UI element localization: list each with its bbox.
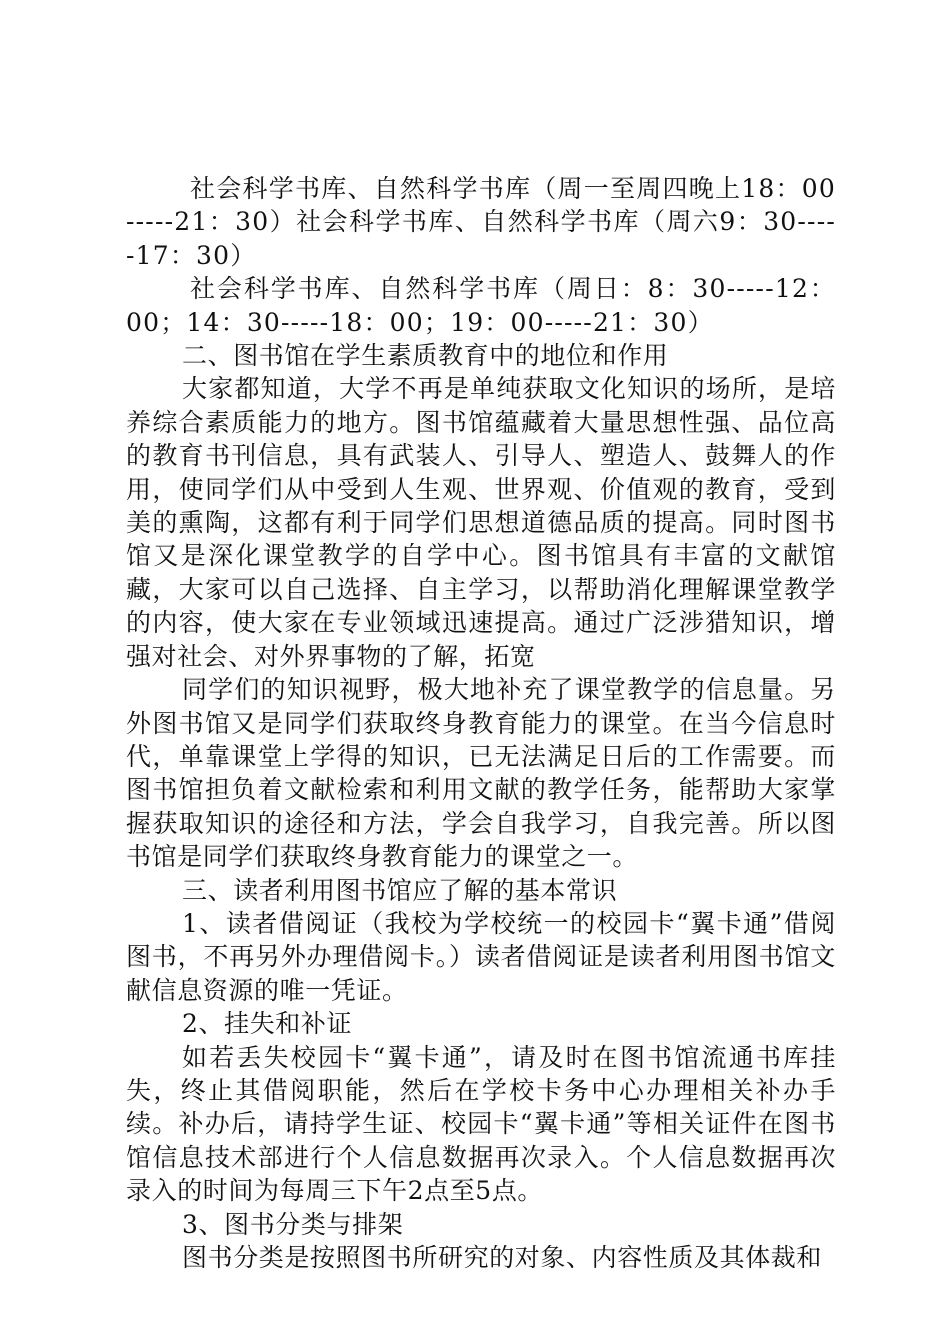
body-paragraph-report-loss: 如若丢失校园卡“翼卡通”，请及时在图书馆流通书库挂失，终止其借阅职能，然后在学校卡务中心办理相关补办手续。补办后，请持学生证、校园卡“翼卡通”等相关证件在图书馆信息技术部进行个人信息数据再次录入。个人信息数据再次录入的时间为每周三下午2点至5点。 <box>126 1042 836 1206</box>
body-paragraph-role: 大家都知道，大学不再是单纯获取文化知识的场所，是培养综合素质能力的地方。图书馆蕴藏着大量思想性强、品位高的教育书刊信息，具有武装人、引导人、塑造人、鼓舞人的作用，使同学们从中受到人生观、世界观、价值观的教育，受到美的熏陶，这都有利于同学们思想道德品质的提高。同时图书馆又是深化课堂教学的自学中心。图书馆具有丰富的文献馆藏，大家可以自己选择、自主学习，以帮助消化理解课堂教学的内容，使大家在专业领域迅速提高。通过广泛涉猎知识，增强对社会、对外界事物的了解，拓宽 <box>126 374 836 671</box>
body-paragraph-classification: 图书分类是按照图书所研究的对象、内容性质及其体裁和 <box>182 1243 823 1272</box>
section-heading-2: 二、图书馆在学生素质教育中的地位和作用 <box>182 341 669 371</box>
body-paragraph-card: 1、读者借阅证（我校为学校统一的校园卡“翼卡通”借阅图书，不再另外办理借阅卡。）读者借阅证是读者利用图书馆文献信息资源的唯一凭证。 <box>126 908 836 1005</box>
section-heading-3: 三、读者利用图书馆应了解的基本常识 <box>182 875 618 905</box>
hours-paragraph-2: 社会科学书库、自然科学书库（周日：8：30-----12：00；14：30-----18：00；19：00-----21：30） <box>126 274 836 337</box>
document-body <box>126 172 836 1274</box>
subheading-classification: 3、图书分类与排架 <box>182 1209 404 1239</box>
body-paragraph-lifelong: 同学们的知识视野，极大地补充了课堂教学的信息量。另外图书馆又是同学们获取终身教育能力的课堂。在当今信息时代，单靠课堂上学得的知识，已无法满足日后的工作需要。而图书馆担负着文献检索和利用文献的教学任务，能帮助大家掌握获取知识的途径和方法，学会自我学习，自我完善。所以图书馆是同学们获取终身教育能力的课堂之一。 <box>126 675 836 872</box>
subheading-report-loss: 2、挂失和补证 <box>182 1009 353 1039</box>
hours-paragraph-1: 社会科学书库、自然科学书库（周一至周四晚上18：00-----21：30）社会科学书库、自然科学书库（周六9：30-----17：30） <box>126 174 836 270</box>
